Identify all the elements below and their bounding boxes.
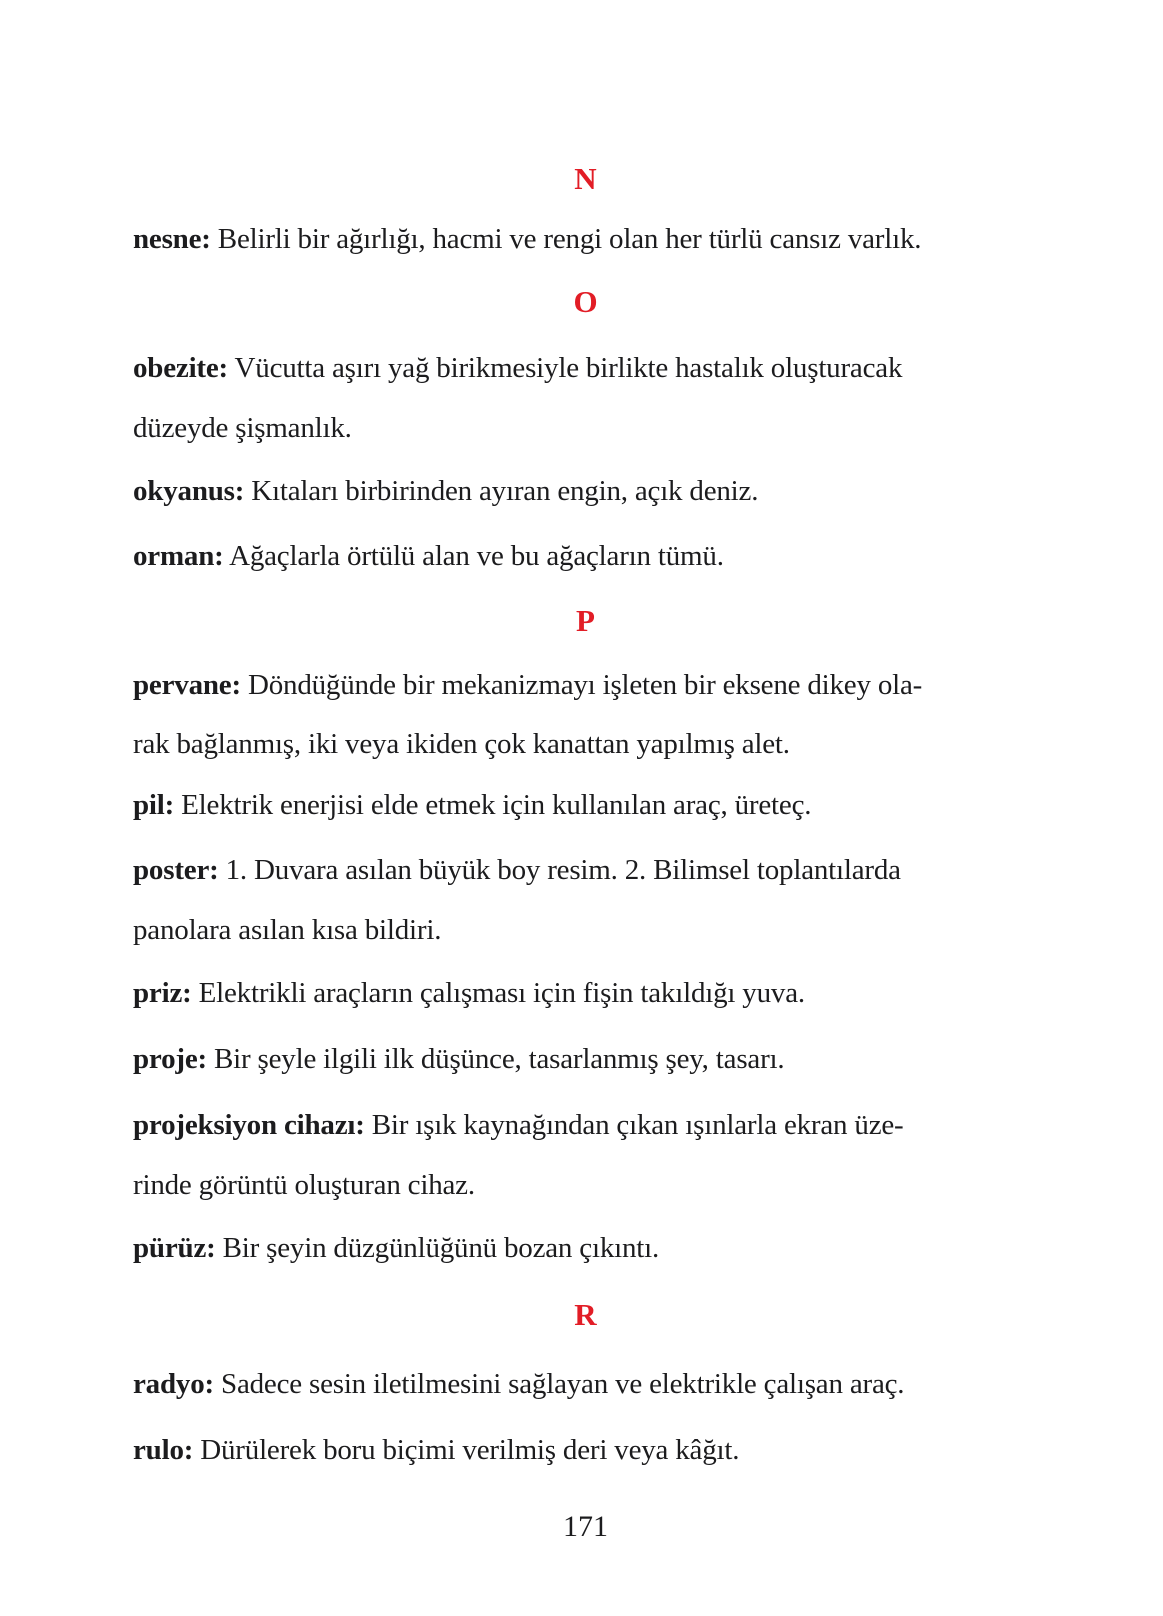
section-letter-r: R	[574, 1297, 597, 1332]
entry-priz-term: priz:	[133, 977, 192, 1009]
entry-pil-line-1	[133, 787, 1038, 823]
entry-puruz-term: pürüz:	[133, 1232, 216, 1264]
entry-nesne-definition: Belirli bir ağırlığı, hacmi ve rengi olan her türlü cansız varlık.	[210, 223, 922, 255]
entry-pil-definition: Elektrik enerjisi elde etmek için kullanılan araç, üreteç.	[174, 789, 812, 821]
entry-proje-line-1	[133, 1041, 1038, 1077]
entry-obezite-definition-1: Vücutta aşırı yağ birikmesiyle birlikte hastalık oluşturacak	[228, 352, 903, 384]
entry-obezite-line-1	[133, 350, 1038, 386]
entry-pervane-definition-1: Döndüğünde bir mekanizmayı işleten bir eksene dikey ola-	[240, 669, 923, 701]
entry-radyo-term: radyo:	[133, 1368, 214, 1400]
entry-radyo-line-1	[133, 1366, 1038, 1402]
entry-poster-line-2	[133, 912, 1038, 948]
entry-rulo-definition: Dürülerek boru biçimi verilmiş deri veya kâğıt.	[193, 1434, 740, 1466]
entry-rulo-line-1	[133, 1432, 1038, 1468]
entry-orman-definition: Ağaçlarla örtülü alan ve bu ağaçların tümü.	[223, 540, 724, 572]
entry-orman-line-1	[133, 538, 1038, 574]
entry-projeksiyon-cihazi-line-2	[133, 1167, 1038, 1203]
entry-projeksiyon-cihazi-term: projeksiyon cihazı:	[133, 1109, 365, 1141]
entry-poster-definition-2: panolara asılan kısa bildiri.	[133, 914, 442, 946]
section-letter-o: O	[573, 284, 598, 319]
entry-nesne-term: nesne:	[133, 223, 211, 255]
entry-pervane-line-2	[133, 726, 1038, 762]
entry-pervane-definition-2: rak bağlanmış, iki veya ikiden çok kanattan yapılmış alet.	[133, 728, 790, 760]
entry-proje-term: proje:	[133, 1043, 207, 1075]
entry-puruz-definition: Bir şeyin düzgünlüğünü bozan çıkıntı.	[215, 1232, 660, 1264]
entry-pervane-line-1	[133, 667, 1038, 703]
section-letter-n: N	[574, 161, 597, 196]
entry-nesne-line-1	[133, 221, 1038, 257]
entry-proje-definition: Bir şeyle ilgili ilk düşünce, tasarlanmış şey, tasarı.	[206, 1043, 785, 1075]
entry-pervane-term: pervane:	[133, 669, 241, 701]
section-letter-p: P	[576, 603, 595, 638]
entry-obezite-term: obezite:	[133, 352, 229, 384]
entry-projeksiyon-cihazi-definition-2: rinde görüntü oluşturan cihaz.	[133, 1169, 475, 1201]
entry-pil-term: pil:	[133, 789, 175, 821]
entry-orman-term: orman:	[133, 540, 224, 572]
entry-priz-definition: Elektrikli araçların çalışması için fişin takıldığı yuva.	[191, 977, 805, 1009]
entry-projeksiyon-cihazi-line-1	[133, 1107, 1038, 1143]
entry-okyanus-term: okyanus:	[133, 475, 245, 507]
entry-projeksiyon-cihazi-definition-1: Bir ışık kaynağından çıkan ışınlarla ekran üze-	[364, 1109, 904, 1141]
entry-rulo-term: rulo:	[133, 1434, 194, 1466]
entry-priz-line-1	[133, 975, 1038, 1011]
entry-poster-term: poster:	[133, 854, 219, 886]
entry-poster-definition-1: 1. Duvara asılan büyük boy resim. 2. Bilimsel toplantılarda	[218, 854, 901, 886]
entry-obezite-definition-2: düzeyde şişmanlık.	[133, 412, 352, 444]
entry-puruz-line-1	[133, 1230, 1038, 1266]
entry-poster-line-1	[133, 852, 1038, 888]
entry-obezite-line-2	[133, 410, 1038, 446]
page-number: 171	[563, 1510, 608, 1543]
entry-okyanus-definition: Kıtaları birbirinden ayıran engin, açık deniz.	[244, 475, 759, 507]
entry-radyo-definition: Sadece sesin iletilmesini sağlayan ve elektrikle çalışan araç.	[213, 1368, 905, 1400]
entry-okyanus-line-1	[133, 473, 1038, 509]
